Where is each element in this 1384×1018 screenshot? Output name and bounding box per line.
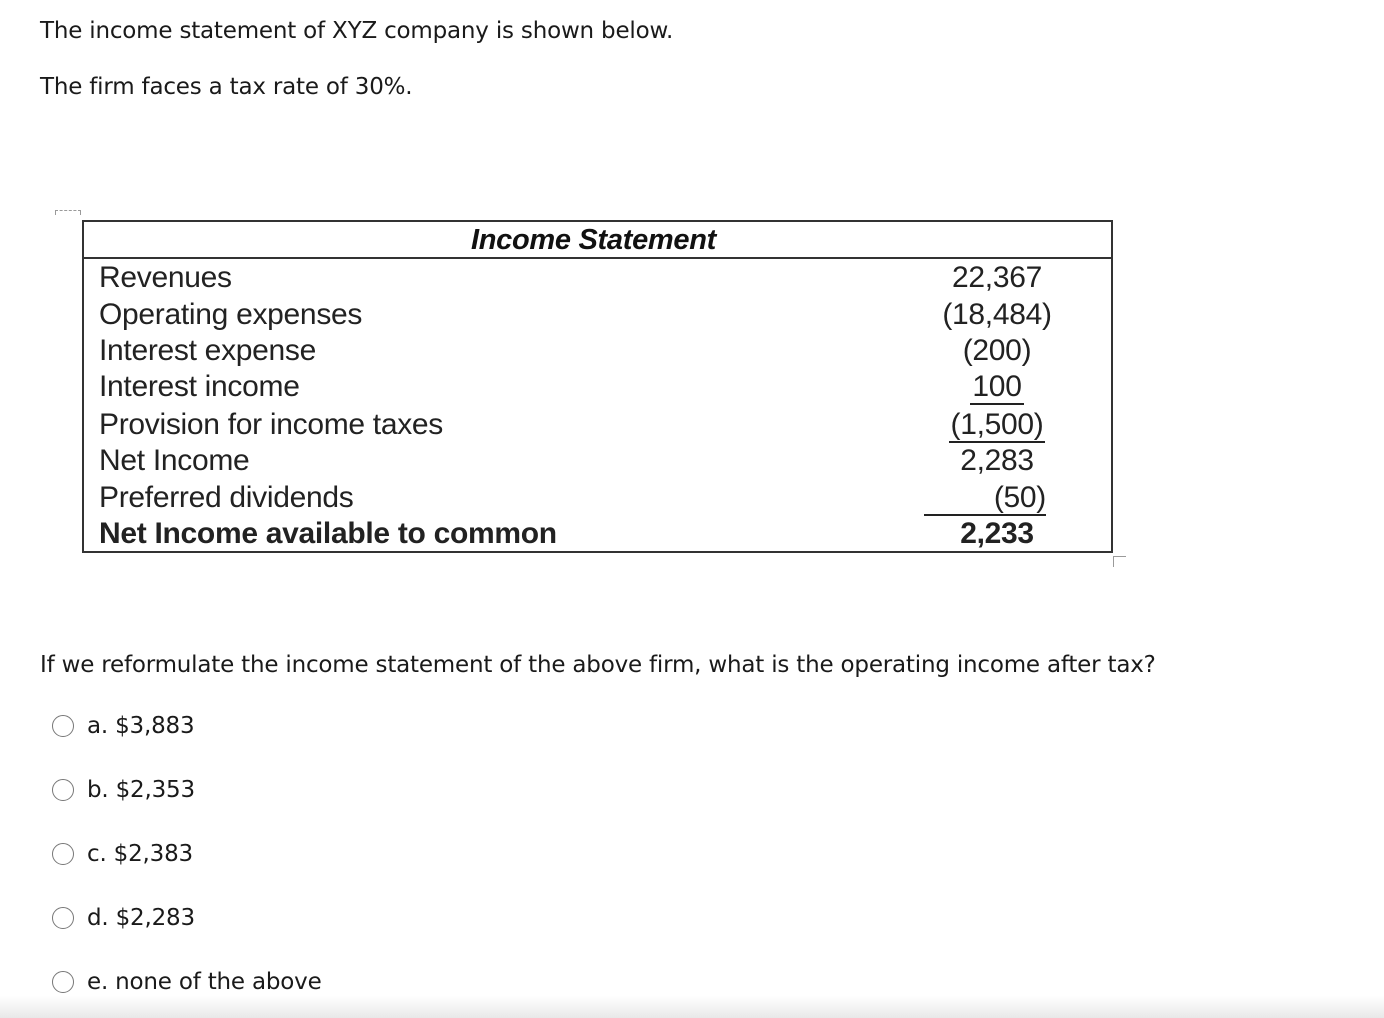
- row-value: [922, 407, 1072, 443]
- row-label: Preferred dividends: [99, 481, 354, 514]
- option-label[interactable]: d. $2,283: [87, 905, 195, 931]
- row-value: 22,367: [952, 261, 1042, 294]
- image-corner-mark: [55, 210, 81, 215]
- row-label: Interest income: [99, 370, 300, 403]
- row-label: Provision for income taxes: [99, 408, 444, 441]
- statement-row: [84, 369, 1111, 405]
- row-label: Operating expenses: [99, 298, 363, 331]
- row-value-text: 100: [972, 370, 1022, 403]
- question-text: If we reformulate the income statement of the above firm, what is the operating income after tax?: [40, 652, 1156, 678]
- statement-row: [84, 407, 1111, 443]
- income-statement-figure: [55, 210, 1130, 570]
- intro-text-1: The income statement of XYZ company is shown below.: [40, 18, 674, 44]
- option-e[interactable]: [52, 967, 322, 997]
- row-label: Interest expense: [99, 334, 317, 367]
- row-value: 2,233: [960, 517, 1034, 550]
- row-label: Revenues: [99, 261, 232, 294]
- statement-row-total: [84, 516, 1111, 552]
- statement-row: [84, 480, 1111, 516]
- image-corner-mark: [1113, 556, 1126, 567]
- option-b[interactable]: [52, 775, 195, 805]
- option-label[interactable]: c. $2,383: [87, 841, 193, 867]
- row-label: Net Income: [99, 444, 250, 477]
- statement-title-text: Income Statement: [471, 224, 716, 256]
- option-c[interactable]: [52, 839, 193, 869]
- option-label[interactable]: e. none of the above: [87, 969, 322, 995]
- statement-row: [84, 297, 1111, 333]
- statement-title: [84, 222, 1111, 259]
- radio-button[interactable]: [52, 715, 74, 737]
- radio-button[interactable]: [52, 971, 74, 993]
- radio-button[interactable]: [52, 843, 74, 865]
- row-value: [922, 369, 1072, 405]
- radio-button[interactable]: [52, 907, 74, 929]
- income-statement-table: [82, 220, 1113, 553]
- statement-row: [84, 443, 1111, 479]
- option-d[interactable]: [52, 903, 195, 933]
- option-a[interactable]: [52, 711, 194, 741]
- option-label[interactable]: a. $3,883: [87, 713, 195, 739]
- statement-row: [84, 260, 1111, 296]
- row-value: (18,484): [942, 298, 1052, 331]
- row-value: 2,283: [960, 444, 1034, 477]
- row-value: (200): [962, 334, 1032, 367]
- option-label[interactable]: b. $2,353: [87, 777, 195, 803]
- radio-button[interactable]: [52, 779, 74, 801]
- bottom-fade: [0, 996, 1384, 1018]
- intro-text-2: The firm faces a tax rate of 30%.: [40, 74, 413, 100]
- row-value-text: (1,500): [950, 408, 1044, 441]
- statement-row: [84, 333, 1111, 369]
- row-value: (50): [924, 480, 1046, 516]
- row-label: Net Income available to common: [99, 517, 557, 550]
